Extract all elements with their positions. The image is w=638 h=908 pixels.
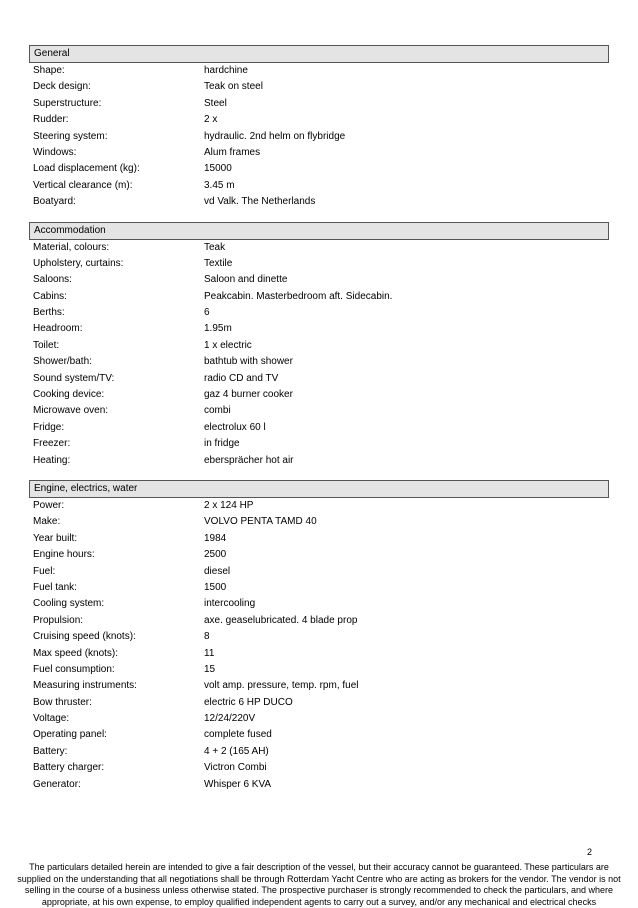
spec-value: 1500 xyxy=(204,580,226,596)
spec-value: electrolux 60 l xyxy=(204,420,266,436)
spec-row xyxy=(29,547,609,563)
spec-row xyxy=(29,387,609,403)
spec-row xyxy=(29,161,609,177)
spec-value: 2 x 124 HP xyxy=(204,498,253,514)
disclaimer-footer xyxy=(8,862,630,908)
spec-value: Textile xyxy=(204,256,232,272)
spec-row xyxy=(29,760,609,776)
spec-label: Cabins: xyxy=(33,289,67,305)
spec-value: 2500 xyxy=(204,547,226,563)
spec-label: Shower/bath: xyxy=(33,354,92,370)
spec-row xyxy=(29,678,609,694)
section-header: Accommodation xyxy=(29,222,609,240)
spec-label: Toilet: xyxy=(33,338,59,354)
spec-value: Steel xyxy=(204,96,227,112)
spec-label: Cooking device: xyxy=(33,387,104,403)
spec-label: Windows: xyxy=(33,145,76,161)
spec-label: Voltage: xyxy=(33,711,69,727)
spec-row xyxy=(29,777,609,793)
spec-label: Propulsion: xyxy=(33,613,83,629)
spec-row xyxy=(29,96,609,112)
spec-label: Year built: xyxy=(33,531,77,547)
spec-value: 4 + 2 (165 AH) xyxy=(204,744,269,760)
spec-row xyxy=(29,194,609,210)
spec-label: Bow thruster: xyxy=(33,695,92,711)
spec-value: gaz 4 burner cooker xyxy=(204,387,293,403)
spec-row xyxy=(29,613,609,629)
spec-value: 2 x xyxy=(204,112,217,128)
spec-label: Power: xyxy=(33,498,64,514)
spec-value: 8 xyxy=(204,629,210,645)
spec-row xyxy=(29,744,609,760)
page-number: 2 xyxy=(587,847,592,857)
spec-value: in fridge xyxy=(204,436,240,452)
section-general xyxy=(29,45,609,211)
spec-label: Steering system: xyxy=(33,129,107,145)
spec-label: Sound system/TV: xyxy=(33,371,114,387)
spec-value: axe. geaselubricated. 4 blade prop xyxy=(204,613,357,629)
spec-value: Saloon and dinette xyxy=(204,272,287,288)
spec-label: Heating: xyxy=(33,453,70,469)
spec-row xyxy=(29,289,609,305)
spec-label: Battery: xyxy=(33,744,67,760)
spec-value: 3.45 m xyxy=(204,178,235,194)
spec-row xyxy=(29,79,609,95)
spec-label: Engine hours: xyxy=(33,547,95,563)
spec-value: 1984 xyxy=(204,531,226,547)
spec-label: Measuring instruments: xyxy=(33,678,137,694)
spec-label: Fuel: xyxy=(33,564,55,580)
spec-row xyxy=(29,436,609,452)
spec-row xyxy=(29,63,609,79)
spec-value: intercooling xyxy=(204,596,255,612)
spec-label: Material, colours: xyxy=(33,240,109,256)
spec-row xyxy=(29,420,609,436)
spec-row xyxy=(29,646,609,662)
spec-value: 11 xyxy=(204,646,214,662)
spec-label: Saloons: xyxy=(33,272,72,288)
section-accommodation xyxy=(29,222,609,469)
spec-label: Make: xyxy=(33,514,60,530)
spec-label: Generator: xyxy=(33,777,81,793)
disclaimer-line: appropriate, at his own expense, to employ qualified independent agents to carry out a survey, and/or any mechanical and electrical checks xyxy=(8,897,630,908)
spec-label: Fridge: xyxy=(33,420,64,436)
spec-row xyxy=(29,112,609,128)
spec-row xyxy=(29,662,609,678)
spec-row xyxy=(29,514,609,530)
spec-value: combi xyxy=(204,403,231,419)
spec-row xyxy=(29,711,609,727)
spec-label: Headroom: xyxy=(33,321,82,337)
spec-row xyxy=(29,453,609,469)
section-header: Engine, electrics, water xyxy=(29,480,609,498)
disclaimer-line: selling in the course of a business unless otherwise stated. The prospective purchaser is strongly recommended to check the particulars, and where xyxy=(8,885,630,897)
spec-value: Whisper 6 KVA xyxy=(204,777,271,793)
spec-value: complete fused xyxy=(204,727,272,743)
spec-row xyxy=(29,321,609,337)
spec-row xyxy=(29,354,609,370)
disclaimer-line: supplied on the understanding that all negotiations shall be through Rotterdam Yacht Centre who are acting as brokers for the vendor. The vendor is not xyxy=(8,874,630,886)
spec-label: Cooling system: xyxy=(33,596,104,612)
spec-value: Peakcabin. Masterbedroom aft. Sidecabin. xyxy=(204,289,392,305)
spec-value: 15000 xyxy=(204,161,232,177)
spec-label: Berths: xyxy=(33,305,65,321)
spec-row xyxy=(29,256,609,272)
spec-row xyxy=(29,498,609,514)
spec-value: VOLVO PENTA TAMD 40 xyxy=(204,514,317,530)
spec-value: 15 xyxy=(204,662,215,678)
spec-row xyxy=(29,338,609,354)
spec-value: 6 xyxy=(204,305,210,321)
spec-row xyxy=(29,596,609,612)
spec-label: Shape: xyxy=(33,63,65,79)
spec-row xyxy=(29,695,609,711)
spec-row xyxy=(29,240,609,256)
spec-label: Vertical clearance (m): xyxy=(33,178,132,194)
spec-value: volt amp. pressure, temp. rpm, fuel xyxy=(204,678,359,694)
spec-label: Battery charger: xyxy=(33,760,104,776)
spec-row xyxy=(29,564,609,580)
spec-value: 12/24/220V xyxy=(204,711,255,727)
spec-label: Max speed (knots): xyxy=(33,646,118,662)
spec-label: Fuel tank: xyxy=(33,580,77,596)
spec-row xyxy=(29,727,609,743)
spec-value: radio CD and TV xyxy=(204,371,278,387)
spec-value: 1.95m xyxy=(204,321,232,337)
spec-row xyxy=(29,272,609,288)
spec-row xyxy=(29,145,609,161)
spec-value: Victron Combi xyxy=(204,760,267,776)
section-header: General xyxy=(29,45,609,63)
spec-label: Load displacement (kg): xyxy=(33,161,140,177)
spec-label: Microwave oven: xyxy=(33,403,108,419)
spec-value: bathtub with shower xyxy=(204,354,293,370)
disclaimer-line: The particulars detailed herein are intended to give a fair description of the vessel, but their accuracy cannot be guaranteed. These particulars are xyxy=(8,862,630,874)
spec-label: Upholstery, curtains: xyxy=(33,256,123,272)
spec-label: Fuel consumption: xyxy=(33,662,115,678)
spec-label: Superstructure: xyxy=(33,96,101,112)
spec-row xyxy=(29,580,609,596)
spec-label: Cruising speed (knots): xyxy=(33,629,136,645)
spec-row xyxy=(29,178,609,194)
spec-value: hydraulic. 2nd helm on flybridge xyxy=(204,129,345,145)
spec-row xyxy=(29,371,609,387)
section-engine xyxy=(29,480,609,793)
spec-value: Teak on steel xyxy=(204,79,263,95)
spec-value: Alum frames xyxy=(204,145,260,161)
spec-label: Freezer: xyxy=(33,436,70,452)
spec-row xyxy=(29,629,609,645)
spec-value: Teak xyxy=(204,240,225,256)
spec-value: ebersprächer hot air xyxy=(204,453,294,469)
spec-value: electric 6 HP DUCO xyxy=(204,695,293,711)
spec-label: Operating panel: xyxy=(33,727,107,743)
spec-row xyxy=(29,305,609,321)
spec-row xyxy=(29,129,609,145)
spec-value: 1 x electric xyxy=(204,338,252,354)
spec-label: Deck design: xyxy=(33,79,91,95)
spec-label: Rudder: xyxy=(33,112,69,128)
spec-value: hardchine xyxy=(204,63,248,79)
spec-label: Boatyard: xyxy=(33,194,76,210)
spec-row xyxy=(29,531,609,547)
spec-value: diesel xyxy=(204,564,230,580)
spec-row xyxy=(29,403,609,419)
spec-sections xyxy=(29,45,609,804)
spec-value: vd Valk. The Netherlands xyxy=(204,194,315,210)
